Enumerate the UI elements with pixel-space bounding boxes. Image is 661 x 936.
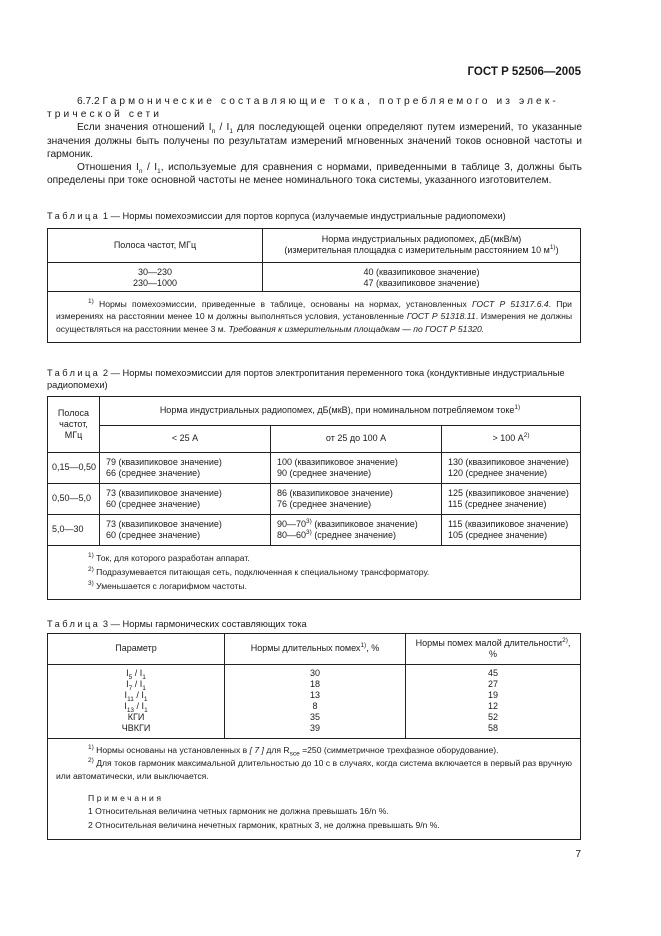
table-row: 30—230 40 (квазипиковое значение) — [48, 262, 580, 278]
table-row: $I_5 / I_1$ 30 45 — [48, 664, 580, 679]
section-title-a: Гармонические составляющие тока, потребляемого из элек- — [102, 96, 559, 107]
notes-heading: Примечания — [88, 792, 164, 803]
section-title-line2: трической сети — [47, 109, 163, 121]
table2-footnotes: $^{1)}$ Ток, для которого разработан аппарат. $^{2)}$ Подразумевается питающая сеть, подключенная к специальному трансформатору. $^{3)}$ Уменьшается с логарифмом частоты. — [88, 551, 430, 591]
table1-head-band: Полоса частот, МГц — [48, 229, 263, 262]
section-paragraph-1: Если значения отношений $I_n / I_1$ для последующей оценки определяют путем измерений, то указанные значения должны быть получены по результатам измерений мгновенных значений токов основной частоты и гармоник. — [47, 122, 582, 160]
table2-head-col3: > 100 $А^{2)}$ — [492, 432, 530, 443]
document-id: ГОСТ Р 52506—2005 — [467, 66, 581, 78]
table3-caption: Таблица 3 — Нормы гармонических составляющих тока — [47, 619, 307, 629]
note-item: 1 Относительная величина четных гармоник не должна превышать 16/n %. — [88, 806, 389, 817]
table1-footnote: $^{1)}$ Нормы помехоэмиссии, приведенные в таблице, основаны на нормах, установленных ГОСТ Р 51317.6.4. При измерениях на расстоянии менее 10 м должны выполняться условия, установленные ГОСТ Р 51318.11. Измерения не должны осуществляться на расстоянии менее 3 м. Требования к измерительным площадкам — по ГОСТ Р 51320. — [56, 297, 572, 334]
table-row: $I_{13} / I_1$ 8 12 — [48, 701, 580, 712]
table2-caption: Таблица 2 — Нормы помехоэмиссии для портов электропитания переменного тока (кондуктивные индустриальные радиопомехи) — [47, 368, 565, 390]
table2-head-col1: < 25 А — [100, 425, 271, 452]
table3-footnotes: $^{1)}$ Нормы основаны на установленных в [ 7 ] для $R_{sce} =250$ (симметричное трехфазное оборудование). $^{2)}$ Для токов гармоник максимальной длительностью до 10 с в случаях, когда система включается в первый раз вручную или автоматически, или выключается. Примечания 1 Относительная величина четных гармоник не должна превышать 16/n %. 2 Относительная величина нечетных гармоник, кратных 3, не должна превышать 9/n %. — [48, 738, 580, 839]
table2-head-col2: от 25 до 100 А — [271, 425, 442, 452]
table-row: 0,50—5,0 73 (квазипиковое значение) 60 (среднее значение) 86 (квазипиковое значение) 76 (среднее значение) 125 (квазипиковое значение) 115 (среднее значение) — [48, 483, 580, 514]
section-paragraph-2: Отношения $I_n / I_1$, используемые для сравнения с нормами, приведенными в таблице 3, должны быть определены при токе основной частоты не менее номинального тока системы, указанного изготовителем. — [47, 162, 582, 187]
table-row: $I_7 / I_1$ 18 27 — [48, 679, 580, 690]
table-row: ЧВКГИ 39 58 — [48, 723, 580, 739]
section-number: 6.7.2 — [77, 96, 100, 107]
table1-caption: Таблица 1 — Нормы помехоэмиссии для портов корпуса (излучаемые индустриальные радиопомехи) — [47, 211, 506, 221]
table1 — [47, 228, 581, 343]
table3 — [47, 633, 581, 840]
section-6-7-2 — [47, 95, 582, 187]
table2-head-group: Норма индустриальных радиопомех, дБ(мкВ), при номинальном потребляемом токе$^{1)}$ — [159, 404, 521, 416]
table-row: $I_{11} / I_1$ 13 19 — [48, 690, 580, 701]
table1-head-norm: Норма индустриальных радиопомех, дБ(мкВ/м) (измерительная площадка с измерительным расстоянием 10 $м^{1)}$) — [284, 234, 559, 256]
table2 — [47, 396, 581, 600]
table-row: 5,0—30 73 (квазипиковое значение) 60 (среднее значение) 90—70$^{3)}$ (квазипиковое значение) 80—60$^{3)}$ (среднее значение) 115 (квазипиковое значение) 105 (среднее значение) — [48, 514, 580, 545]
table3-head-short: Нормы помех малой длительности$^{2)}$, % — [415, 636, 571, 659]
page-number: 7 — [575, 849, 581, 860]
table-row: КГИ 35 52 — [48, 712, 580, 723]
table3-head-long: Нормы длительных помех$^{1)}$, % — [225, 634, 406, 664]
table-row: 230—1000 47 (квазипиковое значение) — [48, 278, 580, 292]
section-title-line1 — [47, 95, 582, 108]
table2-head-band: Полоса частот, МГц — [48, 397, 100, 452]
table-row: 0,15—0,50 79 (квазипиковое значение) 66 (среднее значение) 100 (квазипиковое значение) 90 (среднее значение) 130 (квазипиковое значение) 120 (среднее значение) — [48, 452, 580, 483]
note-item: 2 Относительная величина нечетных гармоник, кратных 3, не должна превышать 9/n %. — [88, 819, 440, 830]
table3-head-param: Параметр — [48, 634, 225, 664]
